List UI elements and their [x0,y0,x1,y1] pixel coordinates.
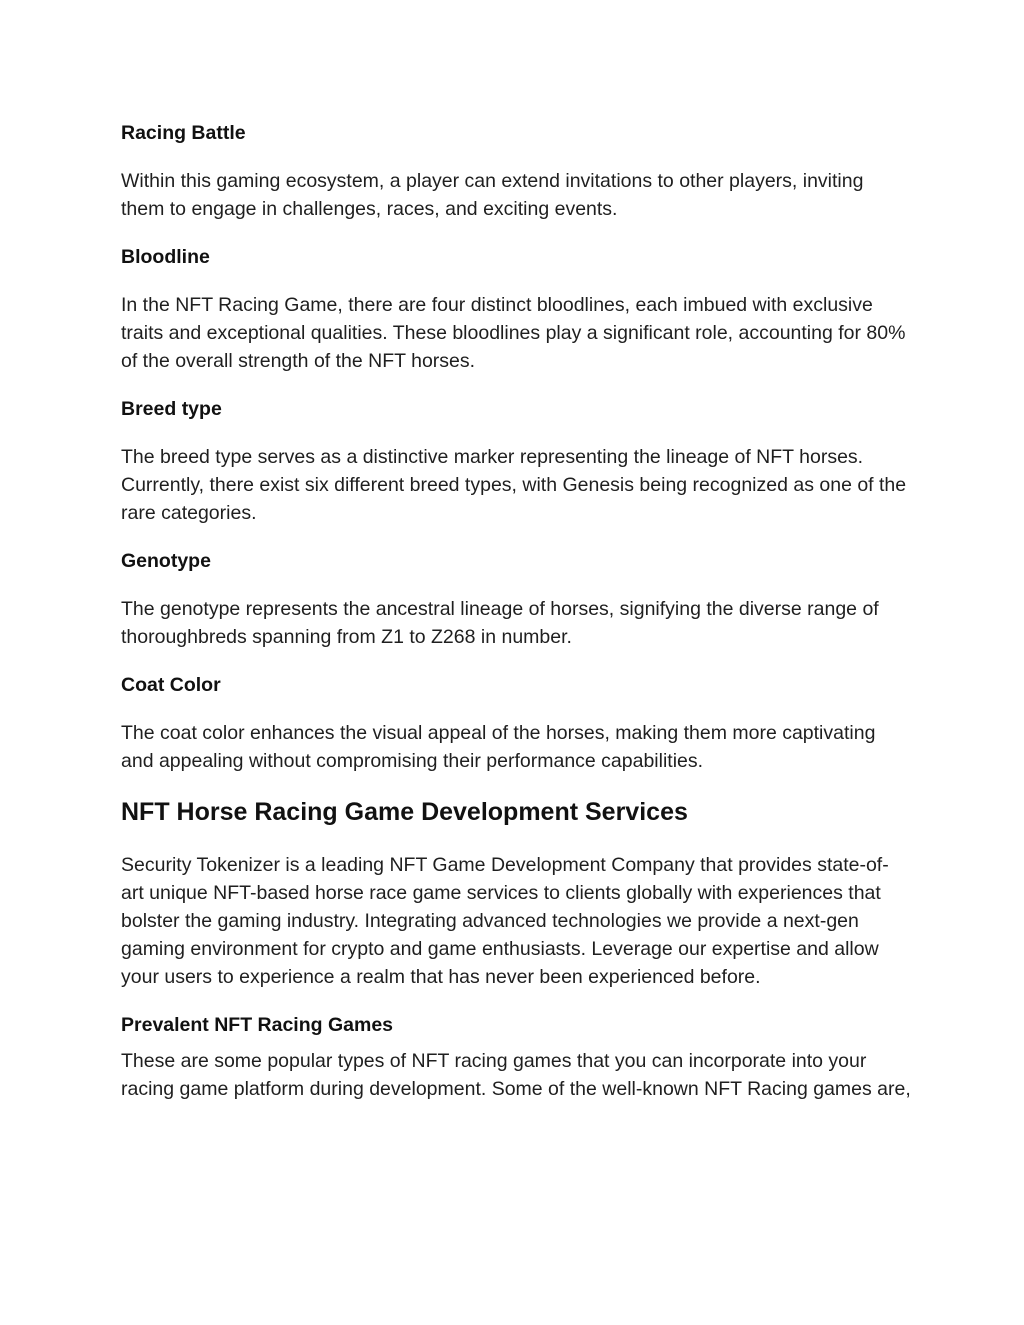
section-heading-bloodline: Bloodline [121,246,210,268]
section-heading-racing-battle: Racing Battle [121,122,246,144]
section-heading-coat-color: Coat Color [121,674,221,696]
prevalent-body: These are some popular types of NFT racing games that you can incorporate into your racing game platform during development. Some of the well-known NFT Racing games are, [121,1050,911,1100]
document-page [121,119,911,1103]
section-body-genotype: The genotype represents the ancestral lineage of horses, signifying the diverse range of thoroughbreds spanning from Z1 to Z268 in number. [121,598,879,648]
section-heading-genotype: Genotype [121,550,211,572]
services-body: Security Tokenizer is a leading NFT Game Development Company that provides state-of-art unique NFT-based horse race game services to clients globally with experiences that bolster the gaming industry. Integrating advanced technologies we provide a next-gen gaming environment for crypto and game enthusiasts. Leverage our expertise and allow your users to experience a realm that has never been experienced before. [121,854,889,988]
section-body-bloodline: In the NFT Racing Game, there are four distinct bloodlines, each imbued with exclusive traits and exceptional qualities. These bloodlines play a significant role, accounting for 80% of the overall strength of the NFT horses. [121,294,906,372]
section-body-coat-color: The coat color enhances the visual appeal of the horses, making them more captivating and appealing without compromising their performance capabilities. [121,722,876,772]
section-body-breed-type: The breed type serves as a distinctive marker representing the lineage of NFT horses. Currently, there exist six different breed types, with Genesis being recognized as one of the rare categories. [121,446,907,524]
section-heading-breed-type: Breed type [121,398,222,420]
section-body-racing-battle: Within this gaming ecosystem, a player can extend invitations to other players, inviting them to engage in challenges, races, and exciting events. [121,170,864,220]
prevalent-heading: Prevalent NFT Racing Games [121,1014,394,1036]
services-title: NFT Horse Racing Game Development Services [121,798,688,826]
